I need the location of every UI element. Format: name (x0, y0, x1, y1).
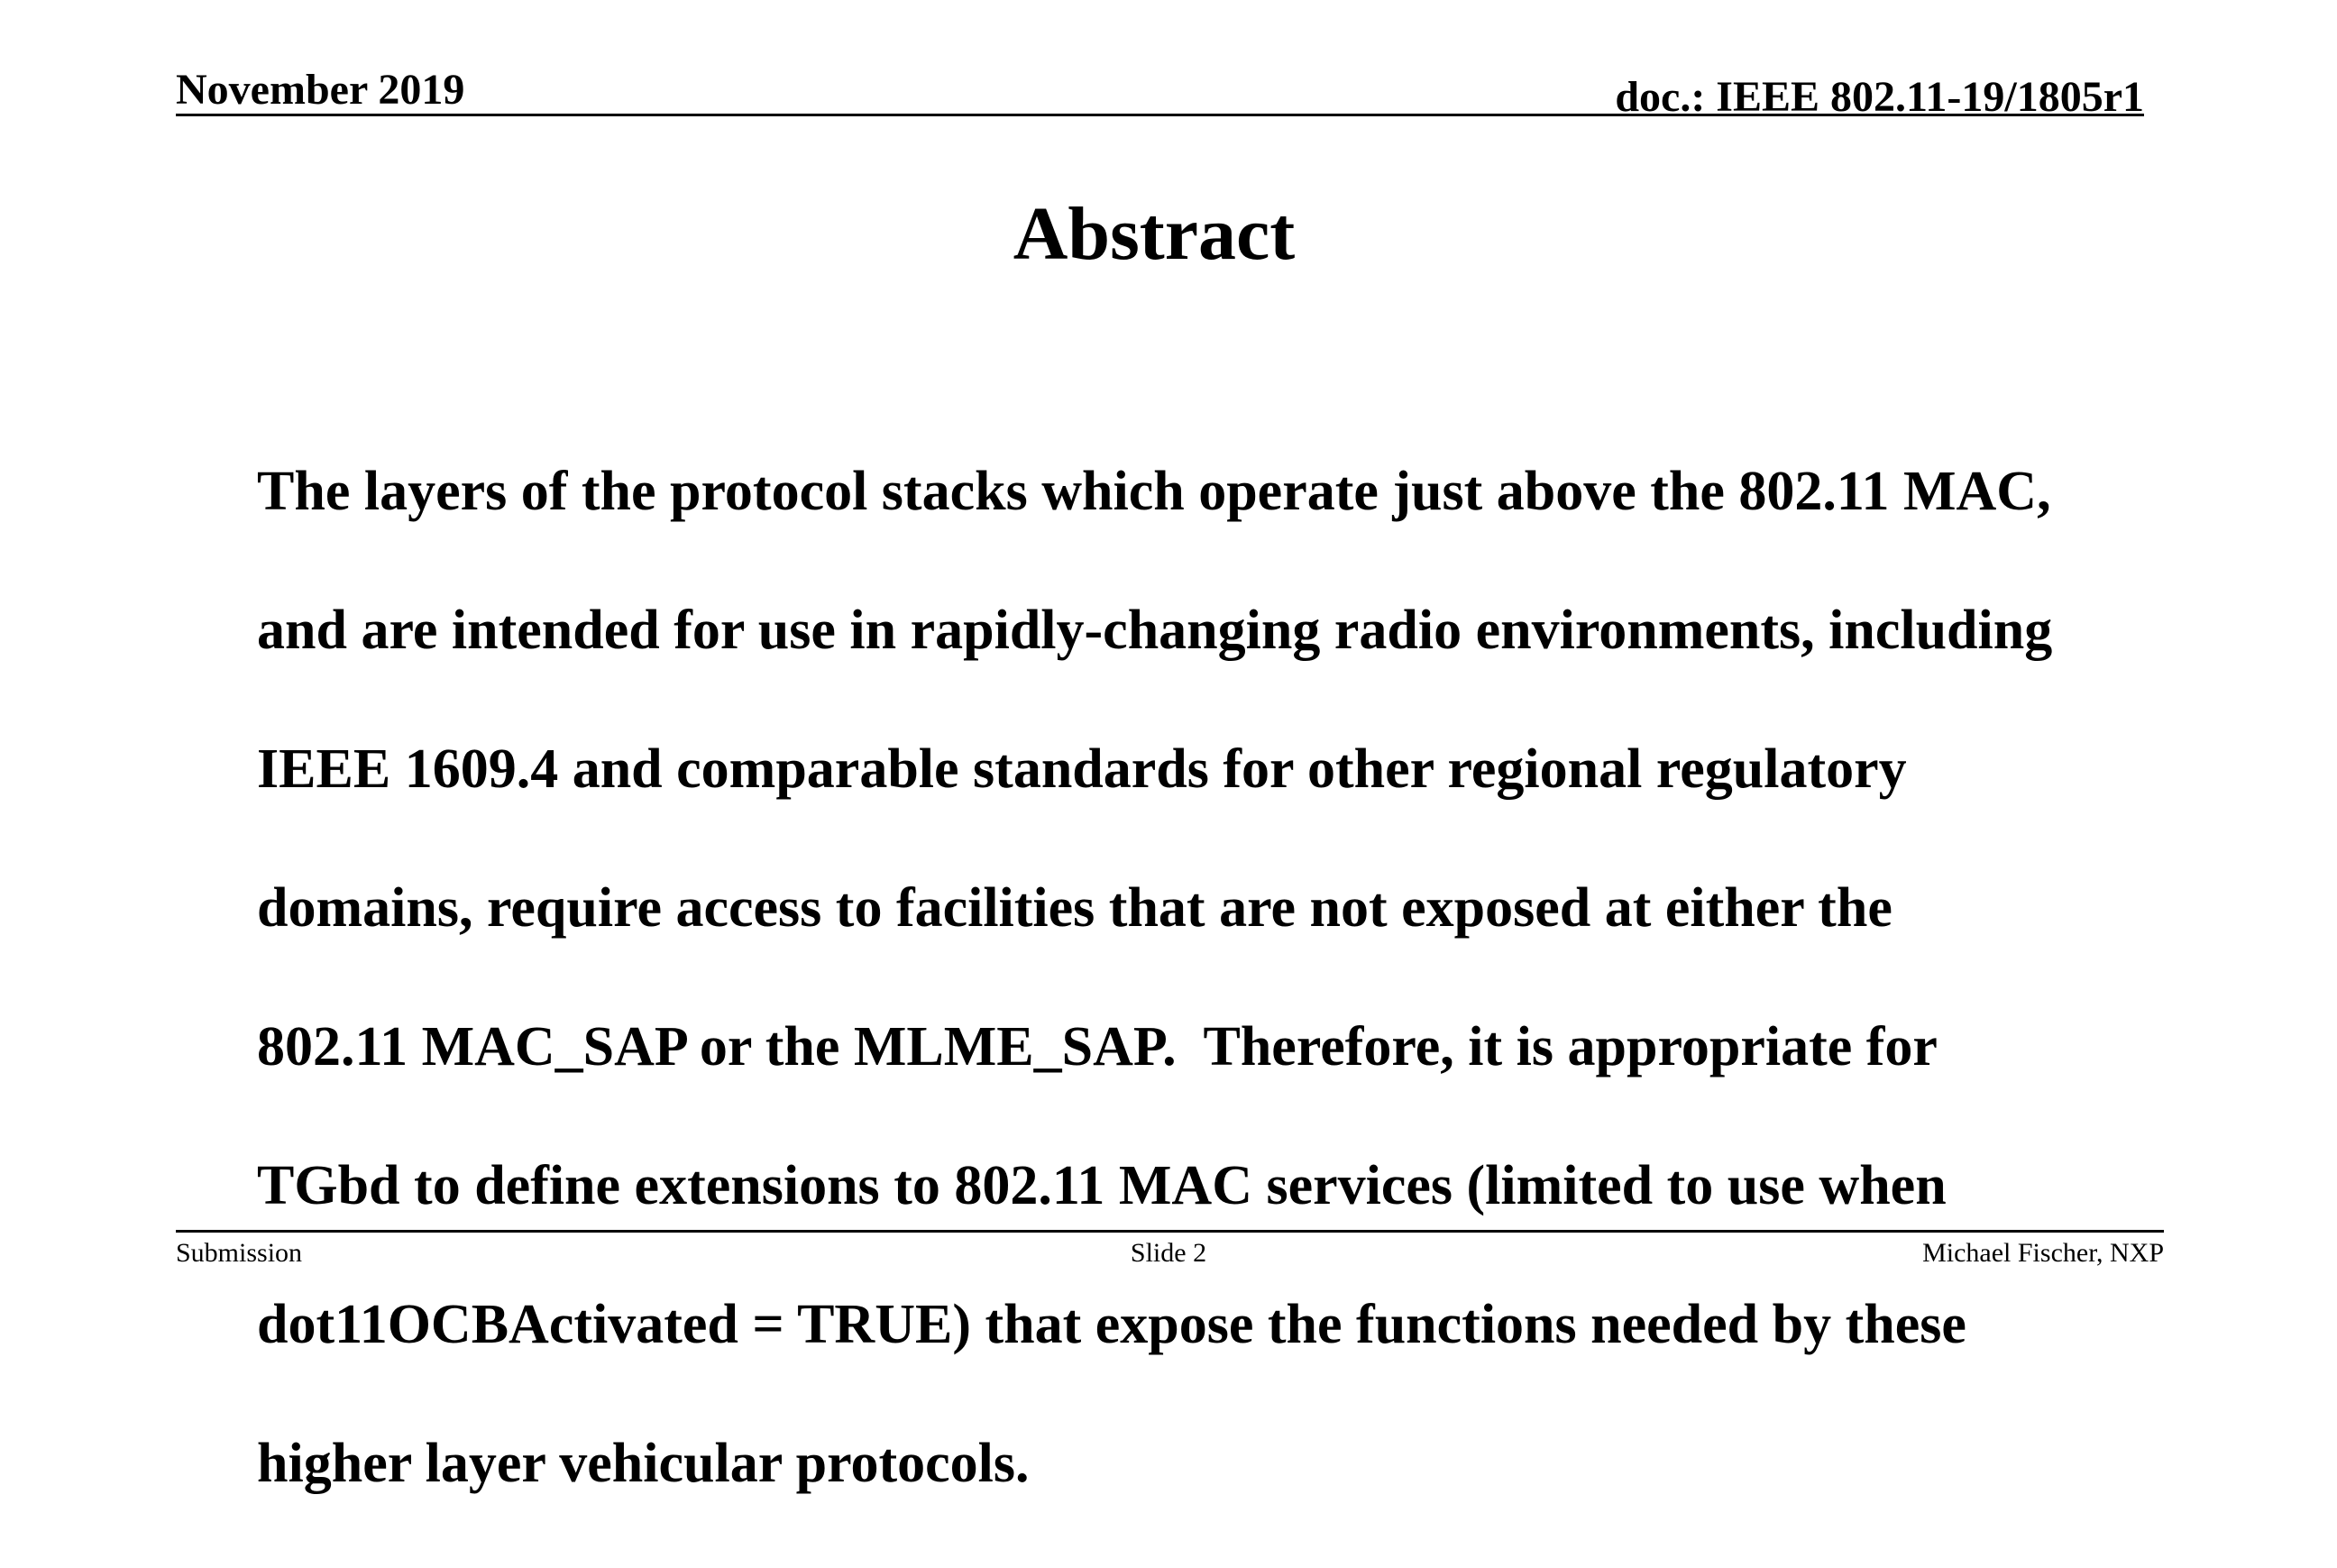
abstract-body (257, 388, 2186, 1568)
slide-title: Abstract (1013, 192, 1296, 276)
abstract-line: 802.11 MAC_SAP or the MLME_SAP. Therefore, it is appropriate for (257, 1016, 1938, 1077)
abstract-line: IEEE 1609.4 and comparable standards for other regional regulatory (257, 738, 1907, 800)
abstract-line: TGbd to define extensions to 802.11 MAC services (limited to use when (257, 1155, 1947, 1216)
header-doc-id: doc.: IEEE 802.11-19/1805r1 (1615, 73, 2144, 121)
abstract-line: dot11OCBActivated = TRUE) that expose the functions needed by these (257, 1294, 1966, 1355)
abstract-line: domains, require access to facilities that are not exposed at either the (257, 877, 1893, 939)
footer-author: Michael Fischer, NXP (1922, 1238, 2164, 1268)
footer-divider (176, 1230, 2164, 1233)
footer-submission: Submission (176, 1238, 303, 1268)
header-divider (176, 114, 2144, 116)
abstract-line: The layers of the protocol stacks which operate just above the 802.11 MAC, (257, 461, 2051, 522)
abstract-line: higher layer vehicular protocols. (257, 1433, 1030, 1494)
abstract-line: and are intended for use in rapidly-changing radio environments, including (257, 600, 2053, 661)
footer-slide-number: Slide 2 (1130, 1238, 1207, 1268)
header-date: November 2019 (176, 66, 465, 114)
